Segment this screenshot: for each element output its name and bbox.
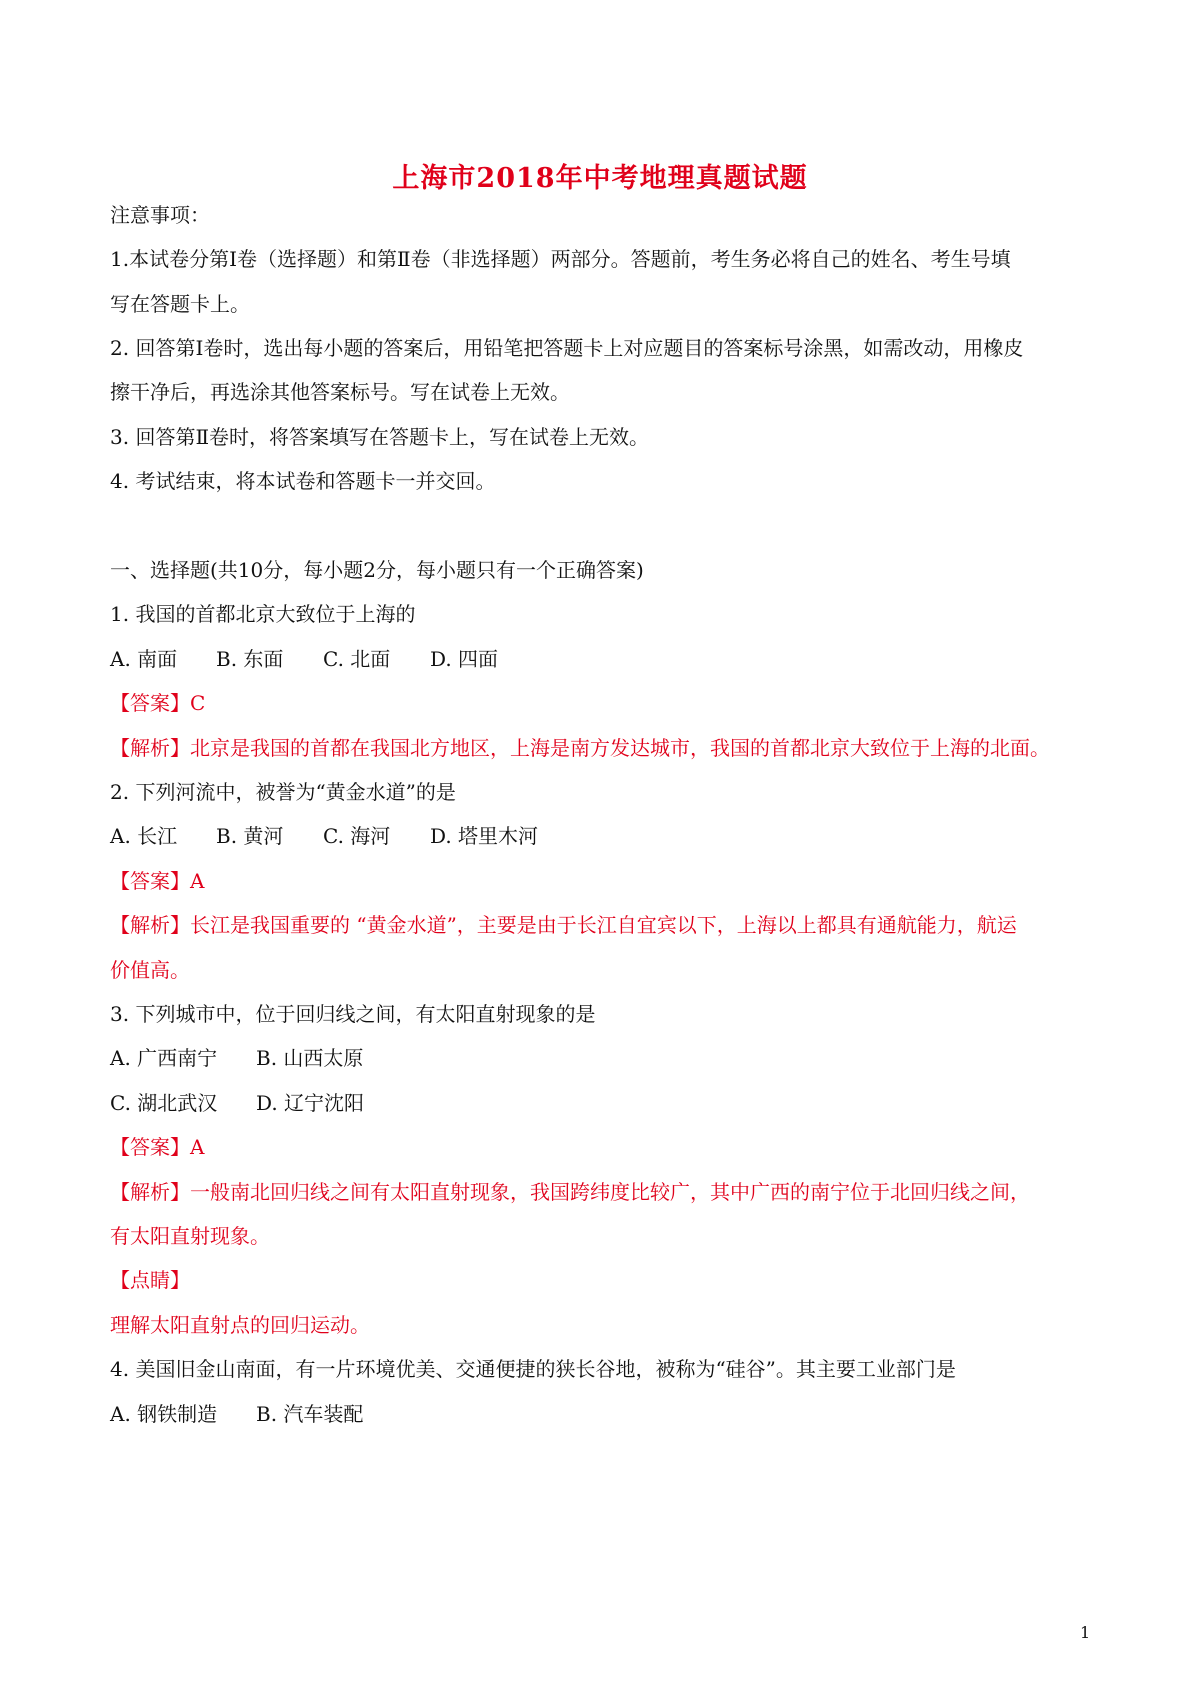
question-4-options <box>110 1400 1110 1428</box>
question-3-tip: 理解太阳直射点的回归运动。 <box>110 1313 370 1337</box>
question-2-stem: 2. 下列河流中，被誉为“黄金水道”的是 <box>110 780 456 804</box>
question-1-option-d: D. 四面 <box>430 647 499 671</box>
question-3-option-d: D. 辽宁沈阳 <box>256 1091 365 1115</box>
notice-heading: 注意事项： <box>110 203 210 227</box>
notice-item-3: 3. 回答第Ⅱ卷时，将答案填写在答题卡上，写在试卷上无效。 <box>110 425 650 449</box>
question-1-option-b: B. 东面 <box>216 647 284 671</box>
page-number: 1 <box>1080 1623 1091 1642</box>
question-2-analysis-line-1: 【解析】长江是我国重要的 “黄金水道”，主要是由于长江自宜宾以下，上海以上都具有通航能力，航运 <box>110 913 1017 937</box>
question-2-options <box>110 822 1110 850</box>
question-3-options-row-2 <box>110 1089 1110 1117</box>
question-4-option-b: B. 汽车装配 <box>256 1402 364 1426</box>
question-1-stem: 1. 我国的首都北京大致位于上海的 <box>110 602 416 626</box>
question-3-options-row-1 <box>110 1044 1110 1072</box>
notice-item-1-line-2: 写在答题卡上。 <box>110 292 250 316</box>
question-2-analysis-line-2: 价值高。 <box>110 958 190 982</box>
question-3-analysis-line-2: 有太阳直射现象。 <box>110 1224 270 1248</box>
question-2-option-d: D. 塔里木河 <box>430 824 539 848</box>
question-2-answer: 【答案】A <box>110 869 205 893</box>
question-1-answer: 【答案】C <box>110 691 206 715</box>
question-2-option-a: A. 长江 <box>110 824 178 848</box>
question-4-stem: 4. 美国旧金山南面，有一片环境优美、交通便捷的狭长谷地，被称为“硅谷”。其主要工业部门是 <box>110 1357 956 1381</box>
question-2-option-b: B. 黄河 <box>216 824 284 848</box>
question-1-option-c: C. 北面 <box>323 647 391 671</box>
question-2-option-c: C. 海河 <box>323 824 391 848</box>
question-3-stem: 3. 下列城市中，位于回归线之间，有太阳直射现象的是 <box>110 1002 596 1026</box>
question-4-option-a: A. 钢铁制造 <box>110 1402 218 1426</box>
question-3-tip-heading: 【点睛】 <box>110 1268 190 1292</box>
question-1-option-a: A. 南面 <box>110 647 178 671</box>
notice-item-1-line-1: 1.本试卷分第Ⅰ卷（选择题）和第Ⅱ卷（非选择题）两部分。答题前，考生务必将自己的姓名、考生号填 <box>110 247 1011 271</box>
notice-item-2-line-2: 擦干净后，再选涂其他答案标号。写在试卷上无效。 <box>110 380 570 404</box>
question-3-option-b: B. 山西太原 <box>256 1046 364 1070</box>
question-3-analysis-line-1: 【解析】一般南北回归线之间有太阳直射现象，我国跨纬度比较广，其中广西的南宁位于北回归线之间， <box>110 1180 1030 1204</box>
question-1-options <box>110 645 1110 673</box>
page-title: 上海市2018年中考地理真题试题 <box>392 163 808 194</box>
question-3-answer: 【答案】A <box>110 1135 205 1159</box>
question-3-option-c: C. 湖北武汉 <box>110 1091 218 1115</box>
notice-item-4: 4. 考试结束，将本试卷和答题卡一并交回。 <box>110 469 496 493</box>
question-3-option-a: A. 广西南宁 <box>110 1046 218 1070</box>
question-1-analysis: 【解析】北京是我国的首都在我国北方地区，上海是南方发达城市，我国的首都北京大致位于上海的北面。 <box>110 736 1050 760</box>
notice-item-2-line-1: 2. 回答第Ⅰ卷时，选出每小题的答案后，用铅笔把答题卡上对应题目的答案标号涂黑，如需改动，用橡皮 <box>110 336 1024 360</box>
section-heading: 一、选择题(共10分，每小题2分，每小题只有一个正确答案) <box>110 558 644 582</box>
